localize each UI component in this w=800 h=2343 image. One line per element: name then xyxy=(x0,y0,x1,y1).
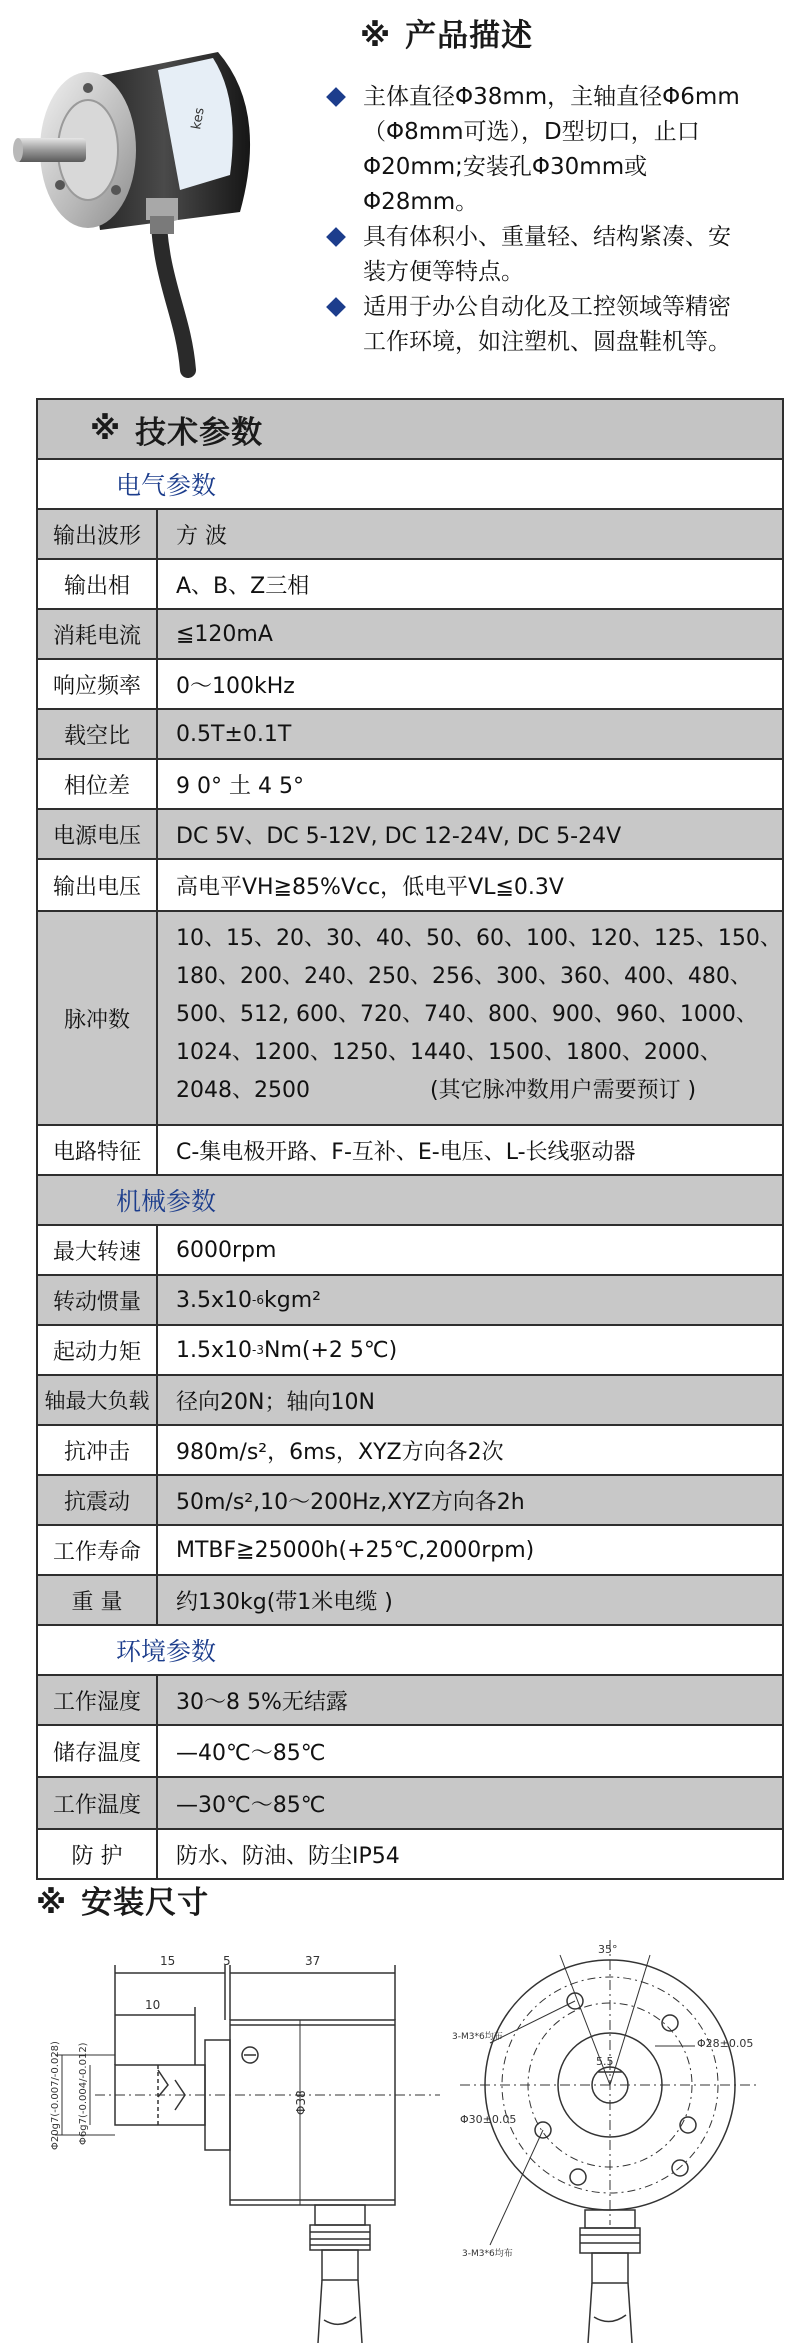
param-name: 抗震动 xyxy=(38,1476,158,1524)
param-value: MTBF≧25000h(+25℃,2000rpm) xyxy=(176,1537,535,1563)
param-value: 高电平VH≧85%Vcc，低电平VL≦0.3V xyxy=(176,874,564,900)
param-name: 消耗电流 xyxy=(38,610,158,658)
reference-mark: ※ xyxy=(360,18,392,54)
product-description-heading: 产品描述 xyxy=(405,18,534,54)
product-description-title xyxy=(360,10,533,55)
param-name: 轴最大负载 xyxy=(38,1376,158,1424)
param-name: 防 护 xyxy=(38,1830,158,1878)
diamond-bullet-icon xyxy=(326,87,346,107)
table-row xyxy=(38,1830,782,1878)
product-label-text: kes xyxy=(189,106,208,131)
param-value: 方 波 xyxy=(176,523,227,549)
description-item xyxy=(325,220,755,290)
description-item xyxy=(325,290,755,360)
reference-mark: ※ xyxy=(36,1885,68,1921)
param-name: 储存温度 xyxy=(38,1726,158,1776)
param-value: DC 5V、DC 5-12V, DC 12-24V, DC 5-24V xyxy=(176,823,622,849)
param-name: 输出波形 xyxy=(38,510,158,558)
description-item-text: 主体直径Φ38mm，主轴直径Φ6mm（Φ8mm可选），D型切口，止口Φ20mm;安装孔Φ30mm或Φ28mm。 xyxy=(363,84,740,215)
dim-phi28: Φ28±0.05 xyxy=(697,2037,754,2050)
table-row xyxy=(38,1376,782,1426)
param-name: 电路特征 xyxy=(38,1126,158,1174)
param-name: 相位差 xyxy=(38,760,158,808)
dim-phi20: Φ20g7(-0.007/-0.028) xyxy=(50,2041,61,2150)
table-row xyxy=(38,1576,782,1626)
holes-label-bottom: 3-M3*6均布 xyxy=(462,2249,513,2259)
param-value: —30℃～85℃ xyxy=(176,1792,326,1818)
pulse-line: 180、200、240、250、256、300、360、400、480、 xyxy=(176,964,752,989)
table-row xyxy=(38,1778,782,1830)
table-row xyxy=(38,1326,782,1376)
table-row xyxy=(38,1226,782,1276)
mechanical-section-header: 机械参数 xyxy=(38,1176,782,1226)
param-value: 50m/s²,10～200Hz,XYZ方向各2h xyxy=(176,1489,525,1515)
table-row xyxy=(38,1276,782,1326)
pulse-line: 2048、2500 xyxy=(176,1078,310,1103)
dim-phi38: Φ38 xyxy=(294,2090,308,2115)
technical-parameters-table xyxy=(36,398,784,1880)
table-row xyxy=(38,660,782,710)
reference-mark: ※ xyxy=(90,411,122,447)
electrical-section-header: 电气参数 xyxy=(38,460,782,510)
description-item xyxy=(325,80,755,220)
dim-phi6: Φ6g7(-0.004/-0.012) xyxy=(78,2042,89,2145)
param-value: A、B、Z三相 xyxy=(176,573,310,599)
param-value: C-集电极开路、F-互补、E-电压、L-长线驱动器 xyxy=(176,1139,636,1165)
table-row xyxy=(38,810,782,860)
param-value: ≦120mA xyxy=(176,621,273,647)
pulse-note: (其它脉冲数用户需要预订 ) xyxy=(429,1078,697,1103)
pulse-line: 1024、1200、1250、1440、1500、1800、2000、 xyxy=(176,1040,722,1065)
value-unit: kgm² xyxy=(263,1287,321,1313)
installation-size-title xyxy=(36,1877,209,1922)
pulse-line: 500、512, 600、720、740、800、900、960、1000、 xyxy=(176,1002,758,1027)
dim-phi30: Φ30±0.05 xyxy=(460,2113,517,2126)
param-value: 980m/s²，6ms，XYZ方向各2次 xyxy=(176,1439,504,1465)
param-name: 响应频率 xyxy=(38,660,158,708)
dim-angle-35: 35° xyxy=(598,1943,618,1956)
table-row xyxy=(38,860,782,912)
param-value xyxy=(158,1326,782,1374)
table-row xyxy=(38,510,782,560)
param-name: 抗冲击 xyxy=(38,1426,158,1474)
value-unit: Nm(+2 5℃) xyxy=(263,1337,398,1363)
param-value: 防水、防油、防尘IP54 xyxy=(176,1843,400,1869)
dim-5-5: 5.5 xyxy=(596,2055,614,2068)
value-text: 3.5x10 xyxy=(176,1287,253,1313)
installation-drawing xyxy=(0,1925,800,2343)
param-value xyxy=(158,1276,782,1324)
holes-label-top: 3-M3*6均布 xyxy=(452,2032,503,2042)
technical-parameters-title xyxy=(38,400,782,460)
description-item-text: 适用于办公自动化及工控领域等精密 工作环境，如注塑机、圆盘鞋机等。 xyxy=(363,294,731,355)
param-name: 载空比 xyxy=(38,710,158,758)
pulse-count-values xyxy=(158,912,782,1124)
dim-15: 15 xyxy=(160,1954,176,1968)
param-name: 转动惯量 xyxy=(38,1276,158,1324)
installation-size-heading: 安装尺寸 xyxy=(81,1885,210,1921)
param-value: 9 0° 土 4 5° xyxy=(176,773,304,799)
param-value: 30～8 5%无结露 xyxy=(176,1689,348,1715)
diamond-bullet-icon xyxy=(326,297,346,317)
dim-5: 5 xyxy=(223,1954,231,1968)
param-value: 约130kg(带1米电缆 ) xyxy=(176,1589,393,1615)
param-name: 重 量 xyxy=(38,1576,158,1624)
param-name: 起动力矩 xyxy=(38,1326,158,1374)
table-row xyxy=(38,610,782,660)
value-exponent: -3 xyxy=(252,1343,264,1357)
param-value: 0.5T±0.1T xyxy=(176,721,292,747)
environment-section-header: 环境参数 xyxy=(38,1626,782,1676)
param-name: 工作寿命 xyxy=(38,1526,158,1574)
product-description-section xyxy=(0,0,800,395)
param-name: 工作温度 xyxy=(38,1778,158,1828)
pulse-line-last xyxy=(176,1072,782,1110)
table-row xyxy=(38,1676,782,1726)
diamond-bullet-icon xyxy=(326,227,346,247)
description-item-text: 具有体积小、重量轻、结构紧凑、安 装方便等特点。 xyxy=(363,224,731,285)
value-exponent: -6 xyxy=(252,1293,264,1307)
param-name: 输出相 xyxy=(38,560,158,608)
dim-37: 37 xyxy=(305,1954,321,1968)
param-name: 输出电压 xyxy=(38,860,158,910)
table-row xyxy=(38,1726,782,1778)
table-row xyxy=(38,1526,782,1576)
value-text: 1.5x10 xyxy=(176,1337,253,1363)
product-description-list xyxy=(325,80,755,360)
table-row xyxy=(38,1476,782,1526)
table-row xyxy=(38,560,782,610)
pulse-count-row xyxy=(38,912,782,1126)
param-name: 电源电压 xyxy=(38,810,158,858)
dim-10: 10 xyxy=(145,1998,161,2012)
param-name: 最大转速 xyxy=(38,1226,158,1274)
encoder-product-photo xyxy=(8,40,338,380)
table-row xyxy=(38,710,782,760)
param-name: 工作湿度 xyxy=(38,1676,158,1724)
pulse-line: 10、15、20、30、40、50、60、100、120、125、150、 xyxy=(176,926,782,951)
param-name: 脉冲数 xyxy=(38,912,158,1124)
technical-parameters-heading: 技术参数 xyxy=(135,414,264,451)
table-row xyxy=(38,760,782,810)
param-value: 0～100kHz xyxy=(176,673,295,699)
table-row xyxy=(38,1126,782,1176)
param-value: —40℃～85℃ xyxy=(176,1740,326,1766)
table-row xyxy=(38,1426,782,1476)
param-value: 6000rpm xyxy=(176,1237,277,1263)
param-value: 径向20N；轴向10N xyxy=(176,1389,375,1415)
